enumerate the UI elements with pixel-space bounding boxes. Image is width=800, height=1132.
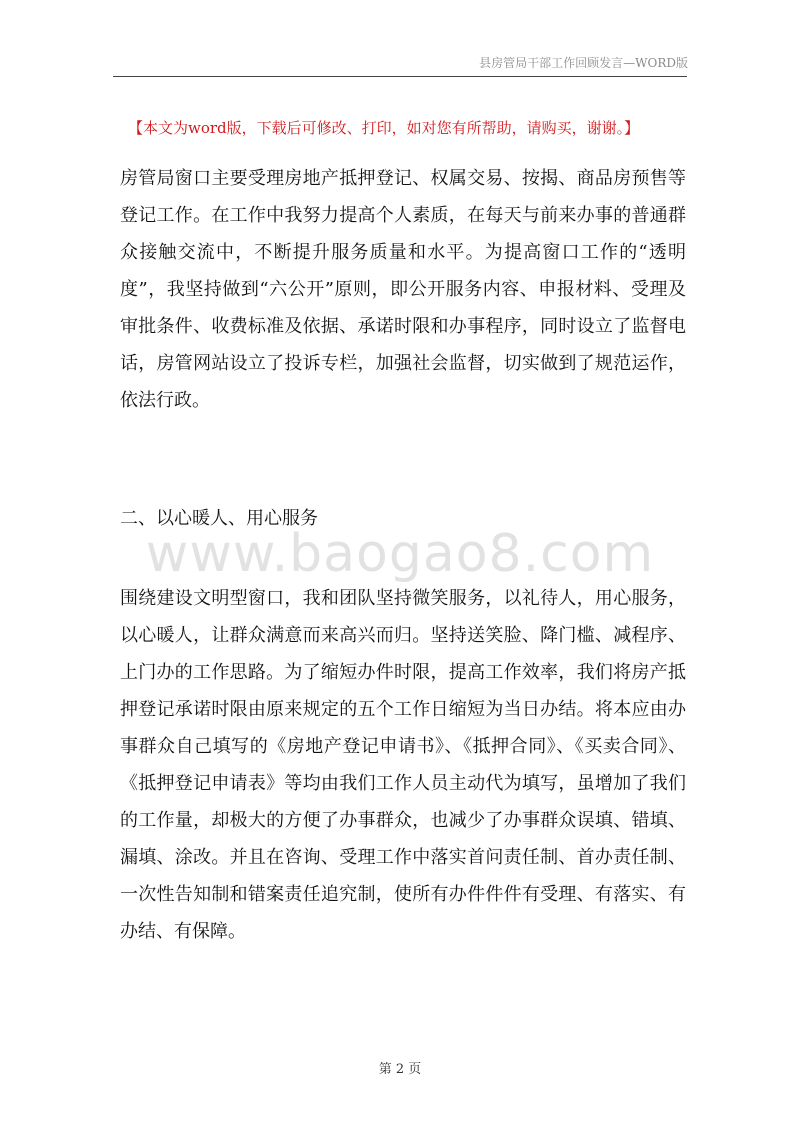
header-divider	[113, 76, 687, 77]
document-header-title: 县房管局干部工作回顾发言—WORD版	[479, 56, 688, 70]
body-paragraph: 围绕建设文明型窗口，我和团队坚持微笑服务，以礼待人，用心服务，以心暖人，让群众满意而来高兴而归。坚持送笑脸、降门槛、减程序、上门办的工作思路。为了缩短办件时限，提高工作效率，我们将房产抵押登记承诺时限由原来规定的五个工作日缩短为当日办结。将本应由办事群众自己填写的《房地产登记申请书》、《抵押合同》、《买卖合同》、《抵押登记申请表》等均由我们工作人员主动代为填写，虽增加了我们的工作量，却极大的方便了办事群众，也减少了办事群众误填、错填、漏填、涂改。并且在咨询、受理工作中落实首问责任制、首办责任制、一次性告知制和错案责任追究制，使所有办件件件有受理、有落实、有办结、有保障。	[120, 588, 686, 942]
watermark: www.baogao8.com	[145, 524, 655, 584]
body-paragraph: 房管局窗口主要受理房地产抵押登记、权属交易、按揭、商品房预售等登记工作。在工作中我努力提高个人素质，在每天与前来办事的普通群众接触交流中，不断提升服务质量和水平。为提高窗口工作的“透明度”，我坚持做到“六公开”原则，即公开服务内容、申报材料、受理及审批条件、收费标准及依据、承诺时限和办事程序，同时设立了监督电话，房管网站设立了投诉专栏，加强社会监督，切实做到了规范运作，依法行政。	[120, 168, 686, 411]
download-notice: 【本文为word版，下载后可修改、打印，如对您有所帮助，请购买，谢谢。】	[128, 119, 640, 137]
section-heading: 二、以心暖人、用心服务	[120, 508, 318, 529]
page-number: 第 2 页	[378, 1062, 422, 1077]
